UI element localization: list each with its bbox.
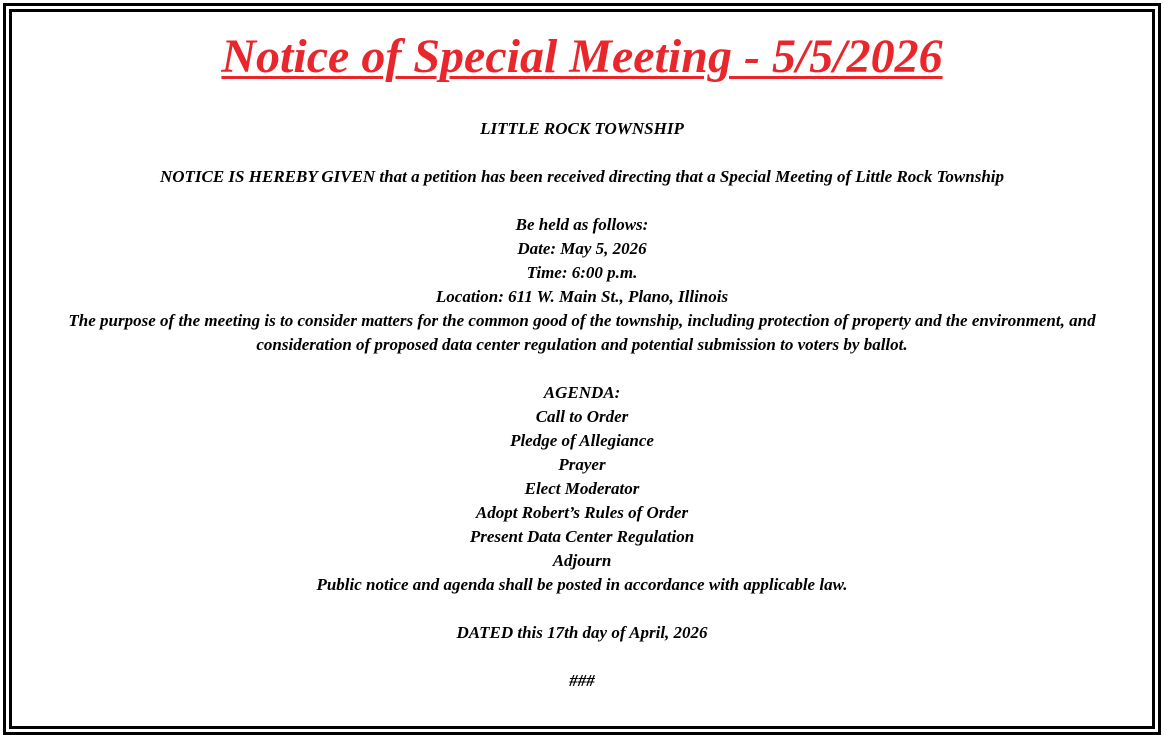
notice-document xyxy=(12,12,1152,726)
meeting-date: Date: May 5, 2026 xyxy=(517,239,647,258)
agenda-item: Adjourn xyxy=(552,551,612,570)
public-notice: Public notice and agenda shall be posted in accordance with applicable law. xyxy=(316,575,848,594)
meeting-time: Time: 6:00 p.m. xyxy=(526,263,638,282)
meeting-purpose: The purpose of the meeting is to consider matters for the common good of the township, including protection of property and the environment, and consideration of proposed data center regulation and potential submission to voters by ballot. xyxy=(68,311,1096,354)
agenda-item: Pledge of Allegiance xyxy=(510,431,654,450)
notice-title: Notice of Special Meeting - 5/5/2026 xyxy=(221,30,943,83)
spacer xyxy=(12,645,1152,669)
agenda-heading: AGENDA: xyxy=(543,383,621,402)
end-mark: ### xyxy=(569,671,595,690)
agenda-item: Prayer xyxy=(558,455,606,474)
spacer xyxy=(12,357,1152,381)
spacer xyxy=(12,189,1152,213)
held-as-follows: Be held as follows: xyxy=(515,215,649,234)
agenda-item: Elect Moderator xyxy=(524,479,640,498)
spacer xyxy=(12,597,1152,621)
agenda-item: Call to Order xyxy=(535,407,629,426)
agenda-item: Present Data Center Regulation xyxy=(469,527,695,546)
dated-line: DATED this 17th day of April, 2026 xyxy=(456,623,708,642)
notice-statement: NOTICE IS HEREBY GIVEN that a petition has been received directing that a Special Meeting of Little Rock Township xyxy=(159,167,1005,186)
meeting-location: Location: 611 W. Main St., Plano, Illinois xyxy=(435,287,729,306)
township-name: LITTLE ROCK TOWNSHIP xyxy=(480,119,684,138)
agenda-item: Adopt Robert’s Rules of Order xyxy=(475,503,689,522)
spacer xyxy=(12,141,1152,165)
